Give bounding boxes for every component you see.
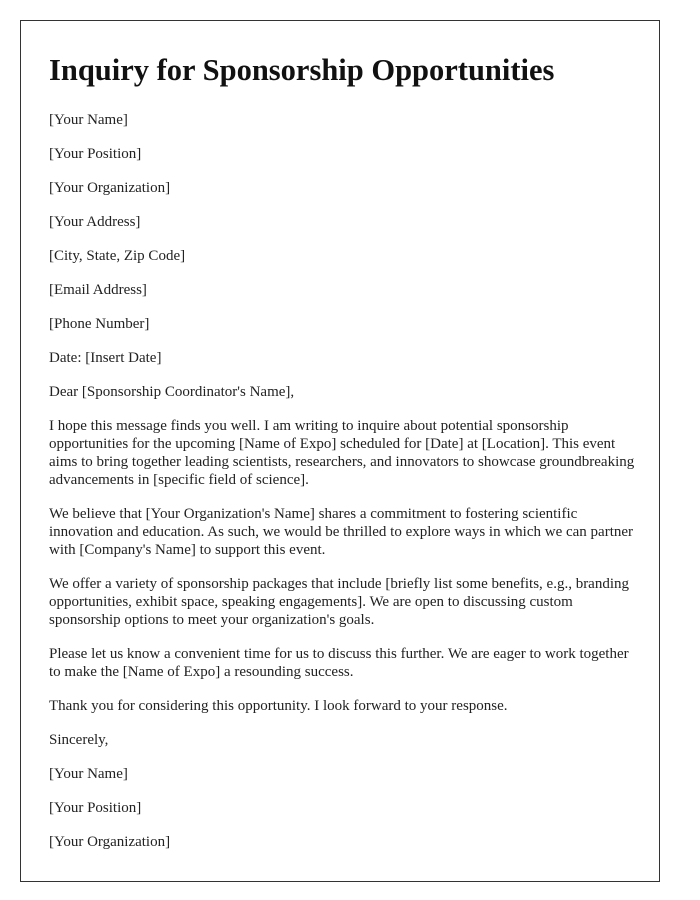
letter-content (49, 49, 639, 867)
date-line: Date: [Insert Date] (49, 350, 162, 366)
body-paragraph-3: We offer a variety of sponsorship packages that include [briefly list some benefits, e.g., branding opportunities, exhibit space, speaking engagements]. We are open to discussing custom sponsorship options to meet your organization's goals. (49, 576, 630, 628)
sender-organization: [Your Organization] (49, 180, 171, 196)
signature-position: [Your Position] (49, 800, 142, 816)
body-paragraph-2: We believe that [Your Organization's Name] shares a commitment to fostering scientific innovation and education. As such, we would be thrilled to explore ways in which we can partner with [Company's Name] to support this event. (49, 506, 634, 558)
sender-phone: [Phone Number] (49, 316, 150, 332)
signature-name: [Your Name] (49, 766, 128, 782)
body-paragraph-5: Thank you for considering this opportunity. I look forward to your response. (49, 698, 508, 714)
letter-page (20, 20, 660, 882)
sender-email: [Email Address] (49, 282, 147, 298)
sender-position: [Your Position] (49, 146, 142, 162)
body-paragraph-4: Please let us know a convenient time for us to discuss this further. We are eager to work together to make the [Name of Expo] a resounding success. (49, 646, 629, 680)
salutation: Dear [Sponsorship Coordinator's Name], (49, 384, 295, 400)
sender-city-state-zip: [City, State, Zip Code] (49, 248, 186, 264)
sender-name: [Your Name] (49, 112, 128, 128)
closing: Sincerely, (49, 732, 109, 748)
body-paragraph-1: I hope this message finds you well. I am writing to inquire about potential sponsorship opportunities for the upcoming [Name of Expo] scheduled for [Date] at [Location]. This event aims to bring together leading scientists, researchers, and innovators to showcase groundbreaking advancements in [specific field of science]. (49, 418, 635, 488)
sender-address: [Your Address] (49, 214, 141, 230)
signature-organization: [Your Organization] (49, 834, 171, 850)
letter-title: Inquiry for Sponsorship Opportunities (49, 53, 555, 87)
